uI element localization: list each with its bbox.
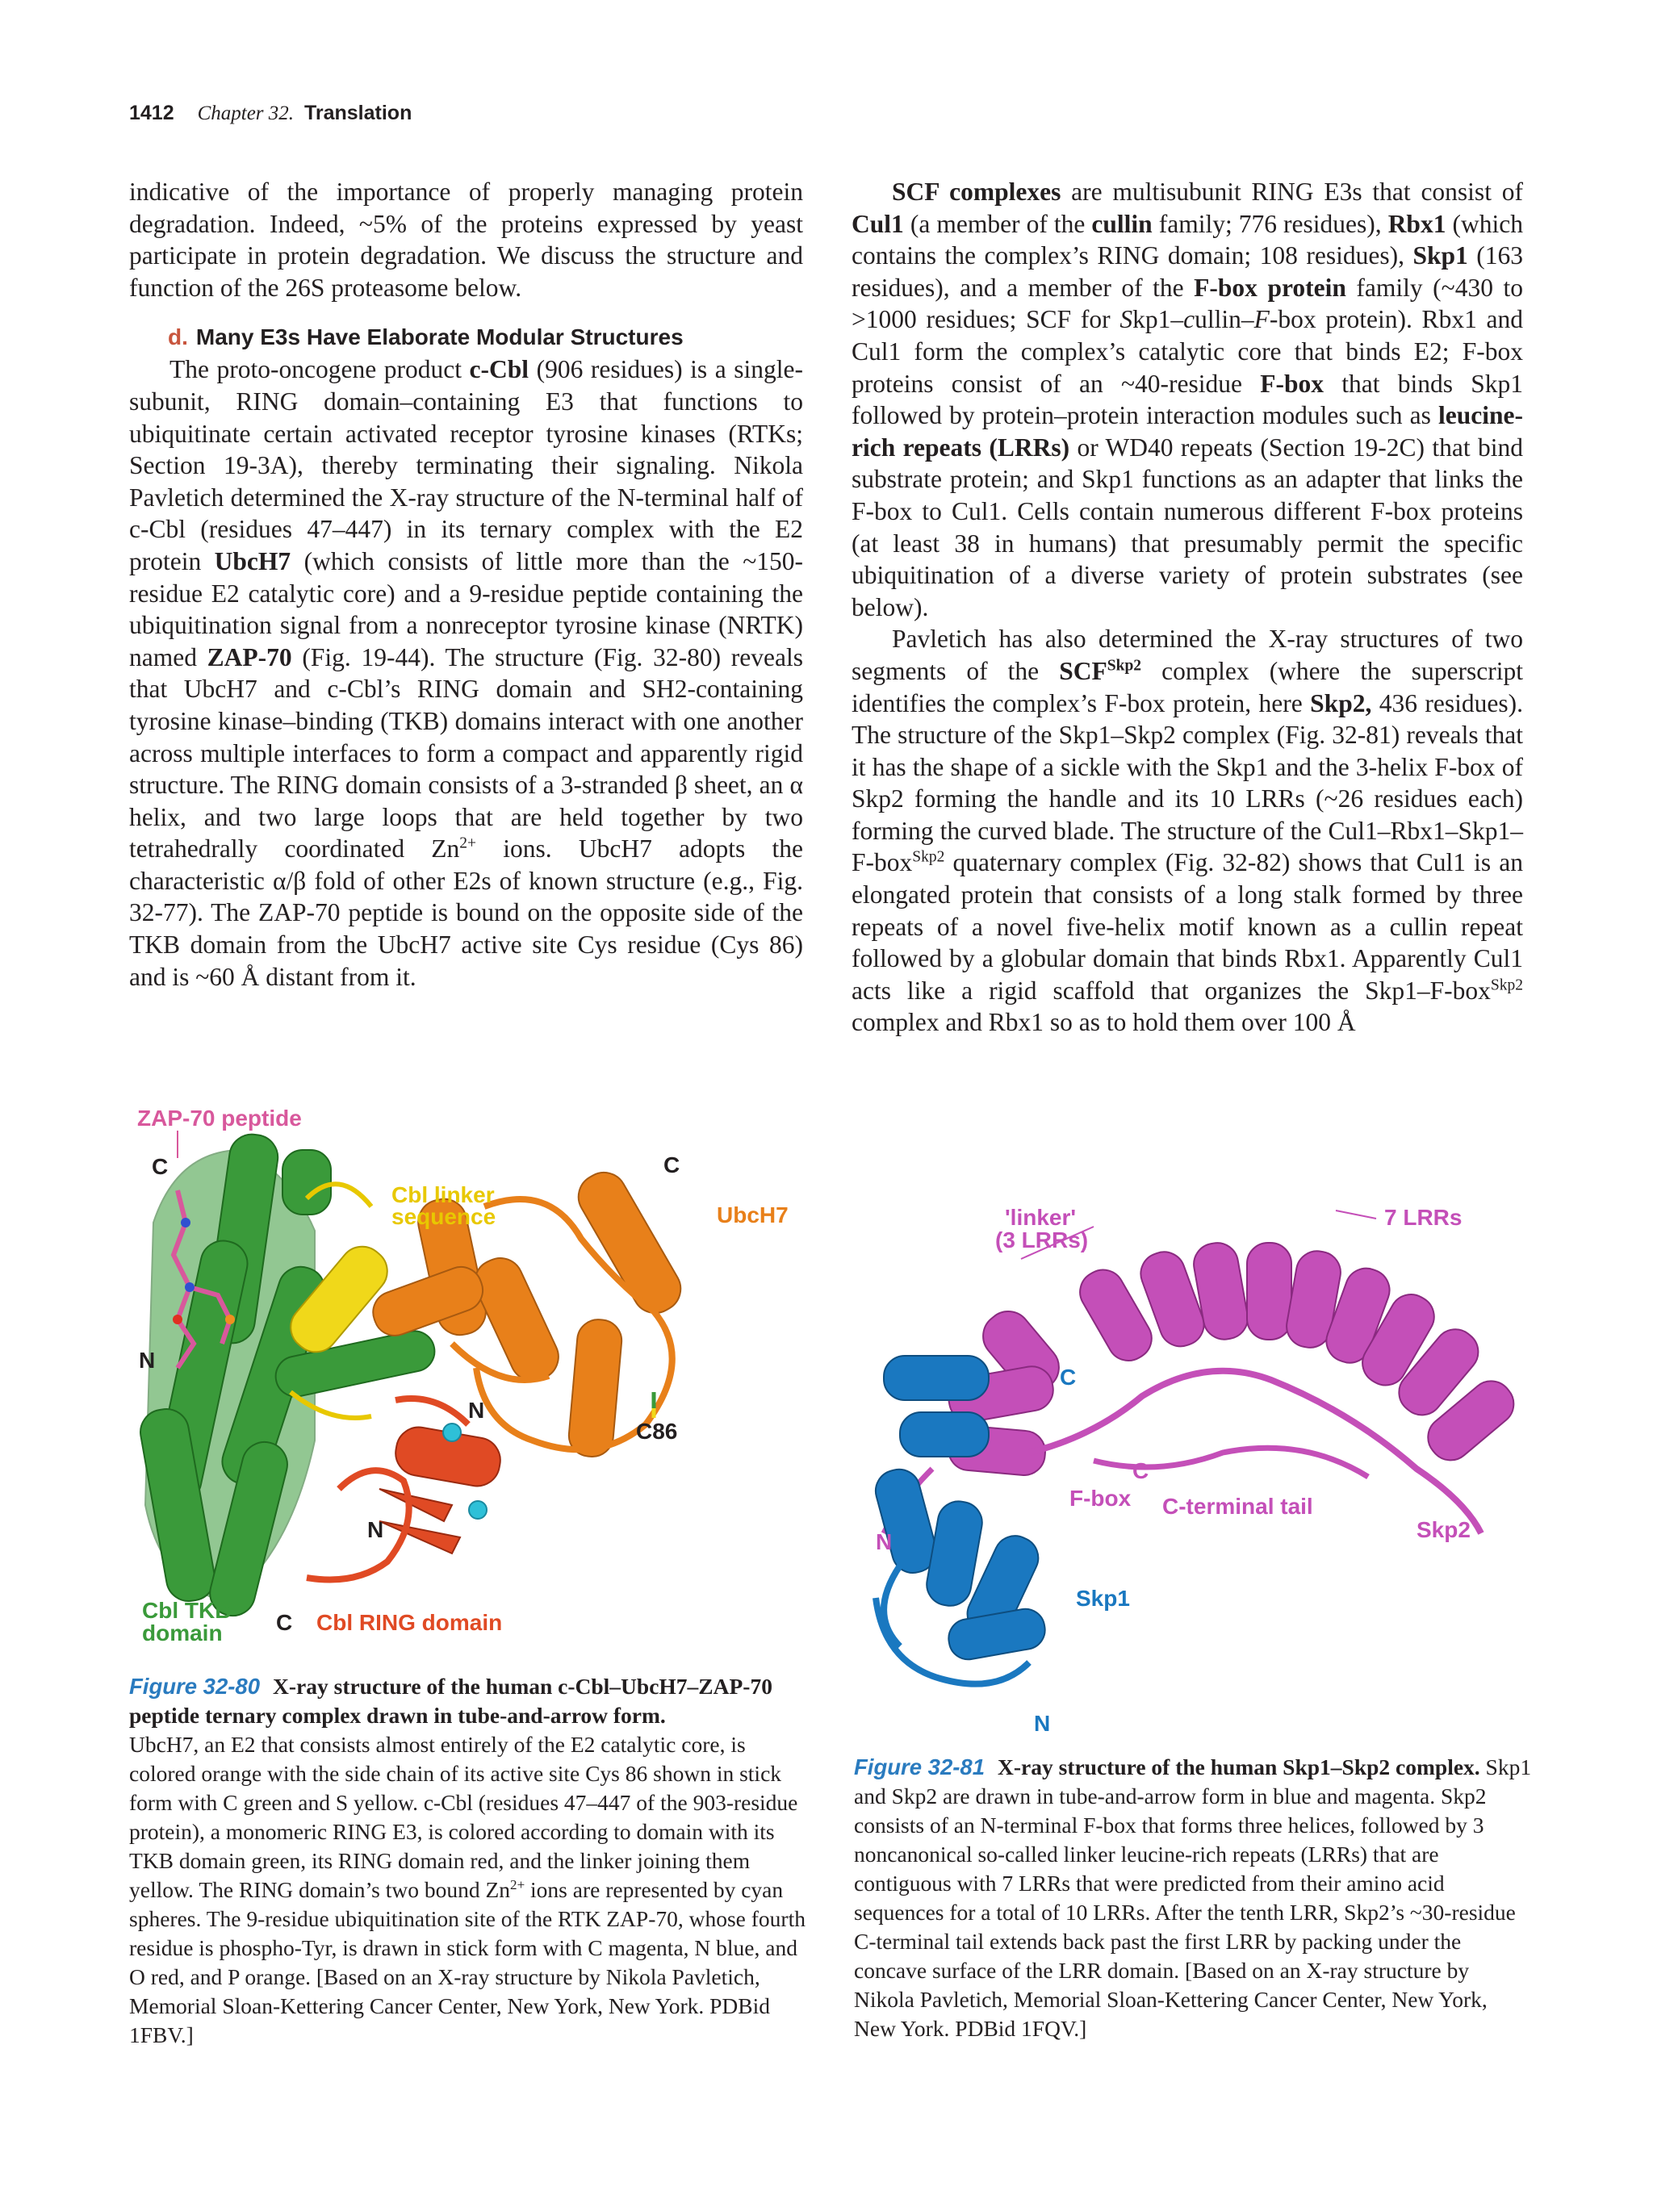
figure-32-81-image bbox=[852, 1194, 1530, 1743]
label-c-terminal-tail: C-terminal tail bbox=[1162, 1494, 1313, 1519]
figure-32-80-caption: Figure 32-80 X-ray structure of the human c-Cbl–UbcH7–ZAP-70 peptide ternary complex drawn in tube-and-arrow form. UbcH7, an E2 that consists almost entirely of the E2 catalytic core, is colored orange with the side chain of its active site Cys 86 shown in stick form with C green and S yellow. c-Cbl (residues 47–447 of the 903-residue protein), a monomeric RING E3, is colored according to domain with its TKB domain green, its RING domain red, and the linker joining them yellow. The RING domain’s two bound $Zn^{2+}$ ions are represented by cyan spheres. The 9-residue ubiquitination site of the RTK ZAP-70, whose fourth residue is phospho-Tyr, is drawn in stick form with C magenta, N blue, and O red, and P orange. [Based on an X-ray structure by Nikola Pavletich, Memorial Sloan-Kettering Cancer Center, New York, New York. PDBid 1FBV.] bbox=[129, 1674, 806, 2047]
figure-32-80-number: Figure 32-80 bbox=[129, 1674, 261, 1699]
label-n-mid: N bbox=[468, 1398, 485, 1423]
right-column bbox=[852, 176, 1523, 1039]
label-fbox: F-box bbox=[1069, 1486, 1132, 1511]
figure-32-81-title: X-ray structure of the human Skp1–Skp2 complex. bbox=[998, 1754, 1480, 1779]
label-skp2: Skp2 bbox=[1417, 1517, 1471, 1542]
right-paragraph-2: Pavletich has also determined the X-ray structures of two segments of the $SCF^{Skp2}$ complex (where the superscript identifies the complex’s F-box protein, here Skp2, 436 residues). The structure of the Skp1–Skp2 complex (Fig. 32-81) reveals that it has the shape of a sickle with the Skp1 and the 3-helix F-box of Skp2 forming the handle and its 10 LRRs (~26 residues each) forming the curved blade. The structure of the Cul1–Rbx1–Skp1–F-box$^{Skp2}$ quaternary complex (Fig. 32-82) shows that Cul1 is an elongated protein that consists of a long stalk formed by three repeats of a novel five-helix motif known as a cullin repeat followed by a globular domain that binds Rbx1. Apparently Cul1 acts like a rigid scaffold that organizes the Skp1–F-box$^{Skp2}$ complex and Rbx1 so as to hold them over 100 Å bbox=[852, 625, 1523, 1037]
label-skp1: Skp1 bbox=[1076, 1586, 1130, 1611]
subsection-heading bbox=[168, 321, 803, 353]
label-n-bottom: N bbox=[1034, 1711, 1051, 1736]
label-tkb-2: domain bbox=[142, 1620, 223, 1645]
label-n-left: N bbox=[139, 1348, 156, 1373]
right-paragraph-1: SCF complexes are multisubunit RING E3s that consist of Cul1 (a member of the cullin family; 776 residues), Rbx1 (which contains the complex’s RING domain; 108 residues), Skp1 (163 residues), and a member of the F-box protein family (~430 to >1000 residues; SCF for Skp1–cullin–F-box protein). Rbx1 and Cul1 form the complex’s catalytic core that binds E2; F-box proteins consist of an ~40-residue F-box that binds Skp1 followed by protein–protein interaction modules such as leucine-rich repeats (LRRs) or WD40 repeats (Section 19-2C) that bind substrate protein; and Skp1 functions as an adapter that links the F-box to Cul1. Cells contain numerous different F-box proteins (at least 38 in humans) that presumably permit the specific ubiquitination of a diverse variety of protein substrates (see below). bbox=[852, 178, 1524, 621]
zn-ion-2 bbox=[469, 1501, 487, 1519]
label-linker-2: sequence bbox=[391, 1204, 496, 1229]
label-c86: C86 bbox=[636, 1419, 678, 1444]
subsection-title: Many E3s Have Elaborate Modular Structures bbox=[195, 324, 684, 350]
ring-domain-shape bbox=[307, 1399, 504, 1580]
label-c-tail: C bbox=[1132, 1458, 1149, 1483]
zn-ion-1 bbox=[443, 1424, 461, 1441]
label-linker-1: Cbl linker bbox=[391, 1182, 495, 1207]
figure-32-81-number: Figure 32-81 bbox=[854, 1754, 986, 1779]
running-header bbox=[129, 102, 412, 125]
section-label: Translation bbox=[303, 102, 412, 124]
label-c-inner: C bbox=[1060, 1365, 1077, 1390]
label-linker-lrr-2: (3 LRRs) bbox=[995, 1227, 1089, 1252]
label-ubch7: UbcH7 bbox=[717, 1202, 789, 1227]
chapter-label: Chapter 32. bbox=[197, 102, 295, 124]
left-paragraph-1: indicative of the importance of properly managing protein degradation. Indeed, ~5% of the proteins expressed by yeast participate in protein degradation. We discuss the structure and function of the 26S proteasome below. bbox=[129, 178, 803, 302]
label-c-top: C bbox=[152, 1154, 169, 1179]
label-zap70: ZAP-70 peptide bbox=[137, 1106, 302, 1131]
label-c-ubch7: C bbox=[663, 1152, 680, 1177]
label-n-ring: N bbox=[367, 1517, 384, 1542]
subsection-label: d. bbox=[168, 324, 188, 350]
label-linker-lrr-1: 'linker' bbox=[1005, 1205, 1077, 1230]
figure-32-81-caption: Figure 32-81 X-ray structure of the human Skp1–Skp2 complex. Skp1 and Skp2 are drawn in tube-and-arrow form in blue and magenta. Skp2 consists of an N-terminal F-box that forms three helices, followed by 3 noncanonical so-called linker leucine-rich repeats (LRRs) that are contiguous with 7 LRRs that were predicted from their amino acid sequences for a total of 10 LRRs. After the tenth LRR, Skp2’s ~30-residue C-terminal tail extends back past the first LRR by packing under the concave surface of the LRR domain. [Based on an X-ray structure by Nikola Pavletich, Memorial Sloan-Kettering Cancer Center, New York, New York. PDBid 1FQV.] bbox=[854, 1754, 1532, 2041]
figure-32-80-title: X-ray structure of the human c-Cbl–UbcH7–ZAP-70 peptide ternary complex drawn in tube-and-arrow form. bbox=[129, 1674, 772, 1728]
left-column bbox=[129, 176, 803, 993]
figure-32-80-image bbox=[129, 1102, 815, 1658]
label-c-ring: C bbox=[276, 1610, 293, 1635]
label-n-left: N bbox=[876, 1529, 893, 1554]
label-ring: Cbl RING domain bbox=[316, 1610, 503, 1635]
page-number: 1412 bbox=[129, 102, 174, 124]
label-7-lrrs: 7 LRRs bbox=[1384, 1205, 1463, 1230]
left-paragraph-2: The proto-oncogene product c-Cbl (906 residues) is a single-subunit, RING domain–containing E3 that functions to ubiquitinate certain activated receptor tyrosine kinases (RTKs; Section 19-3A), thereby terminating their signaling. Nikola Pavletich determined the X-ray structure of the N-terminal half of c-Cbl (residues 47–447) in its ternary complex with the E2 protein UbcH7 (which consists of little more than the ~150-residue E2 catalytic core) and a 9-residue peptide containing the ubiquitination signal from a nonreceptor tyrosine kinase (NRTK) named ZAP-70 (Fig. 19-44). The structure (Fig. 32-80) reveals that UbcH7 and c-Cbl’s RING domain and SH2-containing tyrosine kinase–binding (TKB) domains interact with one another across multiple interfaces to form a compact and apparently rigid structure. The RING domain consists of a 3-stranded β sheet, an α helix, and two large loops that are held together by two tetrahedrally coordinated $Zn^{2+}$ ions. UbcH7 adopts the characteristic α/β fold of other E2s of known structure (e.g., Fig. 32-77). The ZAP-70 peptide is bound on the opposite side of the TKB domain from the UbcH7 active site Cys residue (Cys 86) and is ~60 Å distant from it. bbox=[129, 355, 803, 991]
label-tkb-1: Cbl TKB bbox=[142, 1598, 232, 1623]
